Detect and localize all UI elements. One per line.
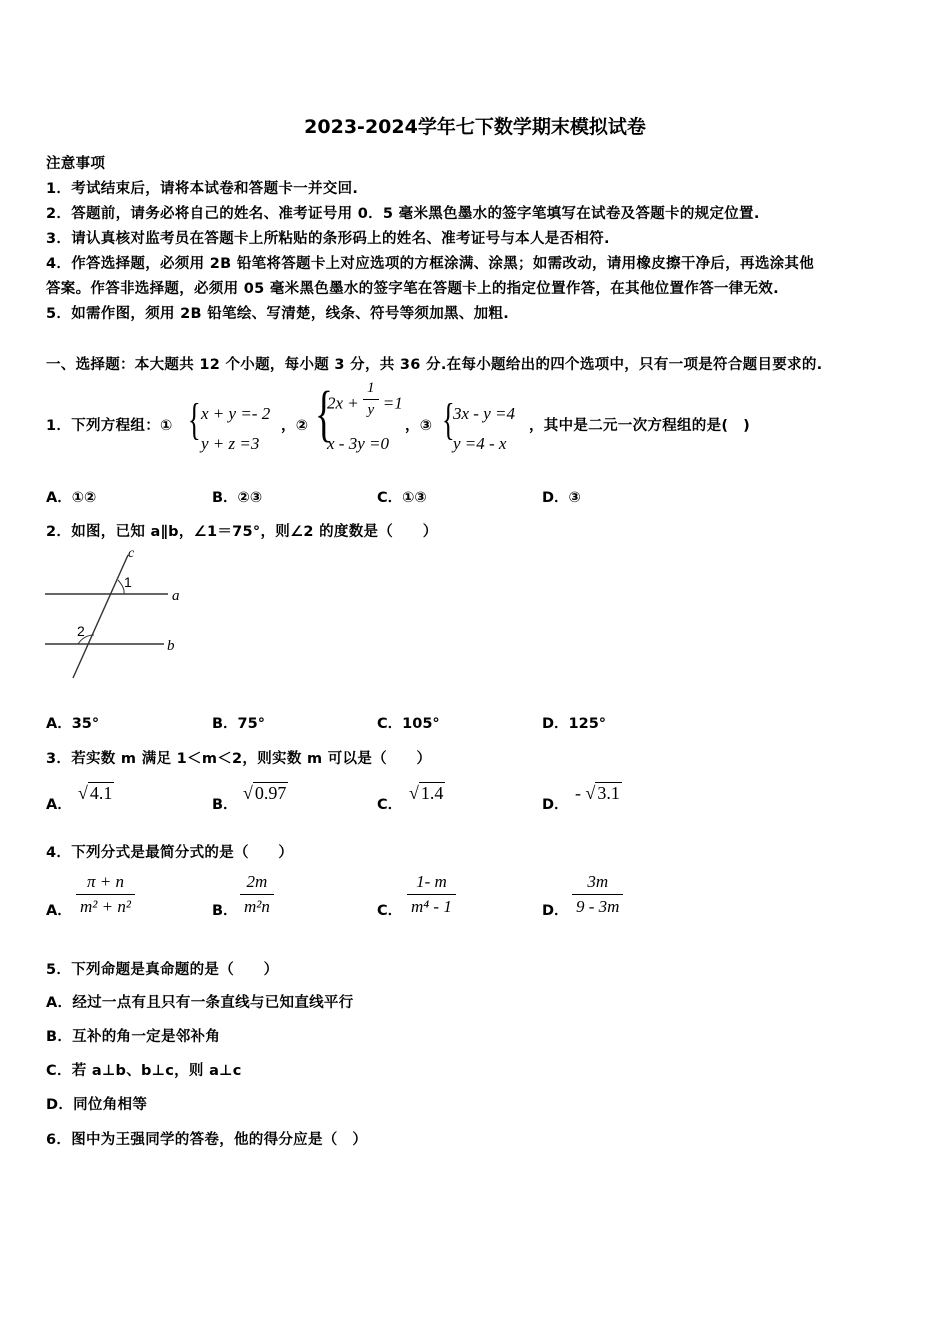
fraction-numerator: 1- m — [407, 872, 456, 895]
fraction-denominator: m² + n² — [80, 897, 131, 916]
option-label: A． — [46, 797, 72, 813]
q5-option-c[interactable]: C．若 a⊥b、b⊥c，则 a⊥c — [46, 1063, 242, 1079]
line-c — [73, 555, 128, 678]
q1-option-c[interactable]: C．①③ — [377, 490, 427, 506]
notice-line: 4．作答选择题，必须用 2B 铅笔将答题卡上对应选项的方框涂满、涂黑；如需改动，请用橡皮擦干净后，再选涂其他 — [46, 256, 815, 272]
q4-option-c[interactable]: C． — [377, 903, 403, 919]
q4-option-d[interactable]: D． — [542, 903, 569, 919]
notice-line: 答案。作答非选择题，必须用 05 毫米黑色墨水的签字笔在答题卡上的指定位置作答，在其他位置作答一律无效. — [46, 281, 779, 297]
fraction-denominator: y — [367, 402, 375, 418]
q3-option-c-value: √ 1.4 — [409, 783, 444, 803]
q2-option-c[interactable]: C．105° — [377, 716, 440, 732]
option-label: B． — [212, 797, 238, 813]
q1-sys1-eq2: y + z =3 — [201, 434, 260, 453]
q3-option-a[interactable] — [46, 793, 72, 814]
fraction-numerator: π + n — [76, 872, 135, 895]
brace-icon: { — [315, 380, 333, 448]
radicand: 1.4 — [420, 783, 444, 803]
label-c: c — [128, 546, 135, 561]
q5-stem: 5．下列命题是真命题的是（ ） — [46, 962, 279, 978]
q1-sys2-fraction — [363, 380, 379, 419]
q4-option-a-fraction — [76, 872, 135, 917]
notice-line: 5．如需作图，须用 2B 铅笔绘、写清楚，线条、符号等须加黑、加粗. — [46, 306, 510, 322]
radicand: 0.97 — [254, 783, 287, 803]
fraction — [240, 872, 274, 917]
q2-option-d[interactable]: D．125° — [542, 716, 607, 732]
q3-option-b[interactable] — [212, 793, 238, 814]
q1-suffix: ，其中是二元一次方程组的是( ) — [529, 418, 751, 434]
label-a: a — [172, 588, 180, 604]
q1-sys2-rhs: =1 — [382, 393, 403, 413]
q5-option-b[interactable]: B．互补的角一定是邻补角 — [46, 1029, 221, 1045]
notice-line: 1．考试结束后，请将本试卷和答题卡一并交回. — [46, 181, 359, 197]
radicand: 4.1 — [89, 783, 113, 803]
q1-prefix: 1．下列方程组：① — [46, 418, 173, 434]
q1-option-b[interactable]: B．②③ — [212, 490, 263, 506]
q1-sys3-eq1: 3x - y =4 — [453, 404, 515, 423]
radicand: 3.1 — [597, 783, 620, 803]
q3-option-c[interactable] — [377, 793, 402, 814]
fraction-numerator: 3m — [572, 872, 623, 895]
notice-line: 2．答题前，请务必将自己的姓名、准考证号用 0．5 毫米黑色墨水的签字笔填写在试卷及答题卡的规定位置. — [46, 206, 760, 222]
notice-line: 3．请认真核对监考员在答题卡上所粘贴的条形码上的姓名、准考证号与本人是否相符. — [46, 231, 610, 247]
fraction-numerator: 1 — [363, 380, 379, 400]
q6-stem: 6．图中为王强同学的答卷，他的得分应是（ ） — [46, 1132, 368, 1148]
q4-option-a[interactable]: A． — [46, 903, 72, 919]
brace-icon: { — [442, 395, 455, 444]
q4-option-b[interactable]: B． — [212, 903, 238, 919]
q3-option-a-value: √ 4.1 — [78, 783, 113, 803]
q5-option-a[interactable]: A．经过一点有且只有一条直线与已知直线平行 — [46, 995, 354, 1011]
option-label: C． — [377, 797, 403, 813]
fraction-denominator: 9 - 3m — [576, 897, 620, 916]
q4-option-c-fraction — [407, 872, 456, 917]
fraction-denominator: m⁴ - 1 — [411, 897, 452, 916]
q1-sep2: ，② — [281, 418, 309, 434]
brace-icon: { — [188, 395, 201, 444]
q1-sys2-eq1 — [327, 380, 403, 419]
page-title: 2023-2024学年七下数学期末模拟试卷 — [304, 116, 646, 138]
q3-stem: 3．若实数 m 满足 1＜m＜2，则实数 m 可以是（ ） — [46, 751, 432, 767]
q4-option-d-fraction — [572, 872, 623, 917]
q4-stem: 4．下列分式是最简分式的是（ ） — [46, 845, 294, 861]
q3-option-d-value: - √ 3.1 — [575, 783, 620, 803]
q2-option-b[interactable]: B．75° — [212, 716, 265, 732]
section-heading: 一、选择题：本大题共 12 个小题，每小题 3 分，共 36 分.在每小题给出的四个选项中，只有一项是符合题目要求的. — [46, 357, 823, 373]
q1-option-a[interactable]: A．①② — [46, 490, 97, 506]
q1-sep3: ，③ — [405, 418, 433, 434]
q2-stem: 2．如图，已知 a∥b，∠1＝75°，则∠2 的度数是（ ） — [46, 524, 438, 540]
q3-option-d[interactable] — [542, 793, 569, 814]
label-angle-2: 2 — [77, 623, 85, 639]
q3-option-b-value: √ 0.97 — [243, 783, 287, 803]
fraction — [572, 872, 623, 917]
q1-sys2-term: 2x + — [327, 393, 359, 413]
fraction — [76, 872, 135, 917]
minus-sign: - — [575, 783, 581, 803]
fraction-denominator: m²n — [244, 897, 270, 916]
q1-option-d[interactable]: D．③ — [542, 490, 581, 506]
q2-option-a[interactable]: A．35° — [46, 716, 100, 732]
label-angle-1: 1 — [124, 574, 132, 590]
q1-sys2-eq2: x - 3y =0 — [327, 434, 389, 453]
fraction-numerator: 2m — [240, 872, 274, 895]
parallel-lines-figure — [40, 545, 190, 685]
option-label: D． — [542, 797, 569, 813]
q1-sys1-eq1: x + y =- 2 — [201, 404, 271, 423]
label-b: b — [167, 638, 175, 654]
q5-option-d[interactable]: D．同位角相等 — [46, 1097, 148, 1113]
q1-sys3-eq2: y =4 - x — [453, 434, 507, 453]
notice-heading: 注意事项 — [46, 156, 106, 172]
fraction — [407, 872, 456, 917]
q4-option-b-fraction — [240, 872, 274, 917]
